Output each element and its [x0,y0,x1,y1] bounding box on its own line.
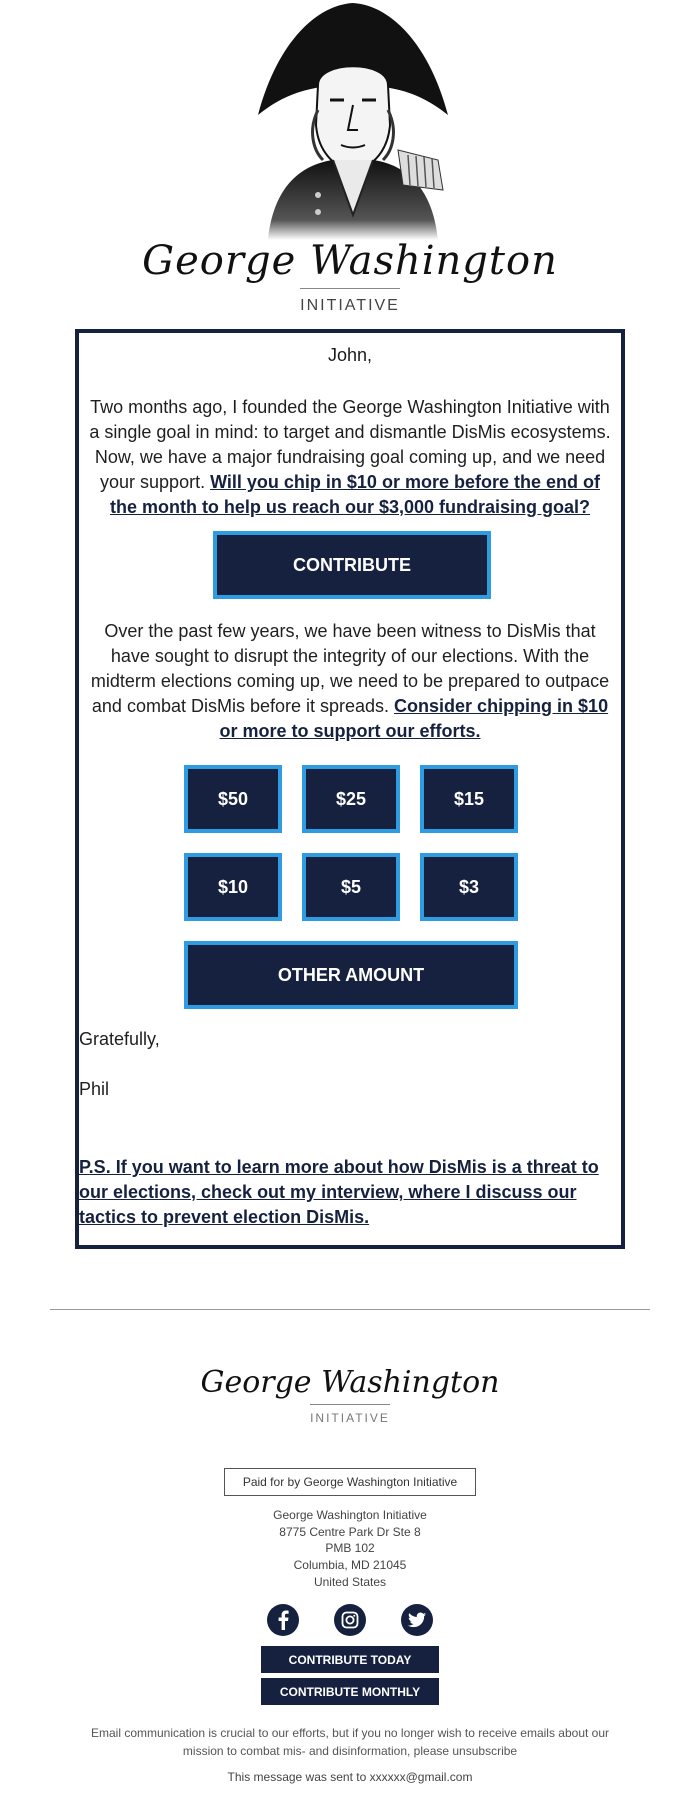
greeting: John, [327,345,373,365]
george-washington-portrait-icon [238,0,468,240]
address-line: PMB 102 [325,1541,375,1555]
footer-logo-divider [310,1404,390,1405]
address-line: United States [313,1575,387,1589]
amount-button-15[interactable]: $15 [420,765,518,833]
context-text: Over the past few years, we have been witness to DisMis that have sought to disrupt the integrity of our elections. With the midterm elections coming up, we need to be prepared to outpace and combat DisMis before it spreads. [90,621,610,716]
twitter-icon[interactable] [401,1604,433,1636]
ps-interview-link[interactable]: P.S. If you want to learn more about how DisMis is a threat to our elections, check out my interview, where I discuss our tactics to prevent election DisMis. [79,1157,599,1227]
recipient-email: xxxxxx@gmail.com [369,1770,473,1784]
footer-divider [50,1309,650,1310]
intro-text: Two months ago, I founded the George Washington Initiative with a single goal in mind: to target and dismantle DisMis ecosystems. Now, we have a major fundraising goal coming up, and we need your support. [89,397,611,492]
logo-subtitle: INITIATIVE [300,297,400,314]
unsubscribe-disclaimer[interactable]: Email communication is crucial to our efforts, but if you no longer wish to receive emails about our mission to combat mis- and disinformation, please unsubscribe [90,1726,610,1758]
amount-button-3[interactable]: $3 [420,853,518,921]
sent-to-line [0,1770,700,1784]
logo-divider [300,288,400,289]
contribute-today-button[interactable]: CONTRIBUTE TODAY [261,1646,439,1673]
amount-button-50[interactable]: $50 [184,765,282,833]
address-line: 8775 Centre Park Dr Ste 8 [279,1525,421,1539]
instagram-icon[interactable] [334,1604,366,1636]
closing: Gratefully, [79,1029,160,1049]
address-line: Columbia, MD 21045 [293,1558,407,1572]
amount-button-5[interactable]: $5 [302,853,400,921]
logo-title: George Washington [142,238,558,284]
letter-card [75,329,625,1249]
intro-paragraph [87,395,613,520]
contribute-monthly-button[interactable]: CONTRIBUTE MONTHLY [261,1678,439,1705]
chip-in-link[interactable]: Will you chip in $10 or more before the end of the month to help us reach our $3,000 fundraising goal? [109,472,600,517]
context-paragraph [87,619,613,744]
amount-button-25[interactable]: $25 [302,765,400,833]
header [0,0,700,325]
other-amount-button[interactable]: OTHER AMOUNT [184,941,518,1009]
footer-logo-title: George Washington [200,1365,500,1400]
sent-prefix: This message was sent to [227,1770,370,1784]
signature: Phil [79,1079,110,1099]
consider-chipping-link[interactable]: Consider chipping in $10 or more to support our efforts. [219,696,609,741]
facebook-icon[interactable] [267,1604,299,1636]
address-line: George Washington Initiative [273,1508,427,1522]
paid-for-box: Paid for by George Washington Initiative [224,1468,476,1496]
contribute-button[interactable]: CONTRIBUTE [213,531,491,599]
amount-button-10[interactable]: $10 [184,853,282,921]
footer-logo-subtitle: INITIATIVE [310,1411,390,1425]
